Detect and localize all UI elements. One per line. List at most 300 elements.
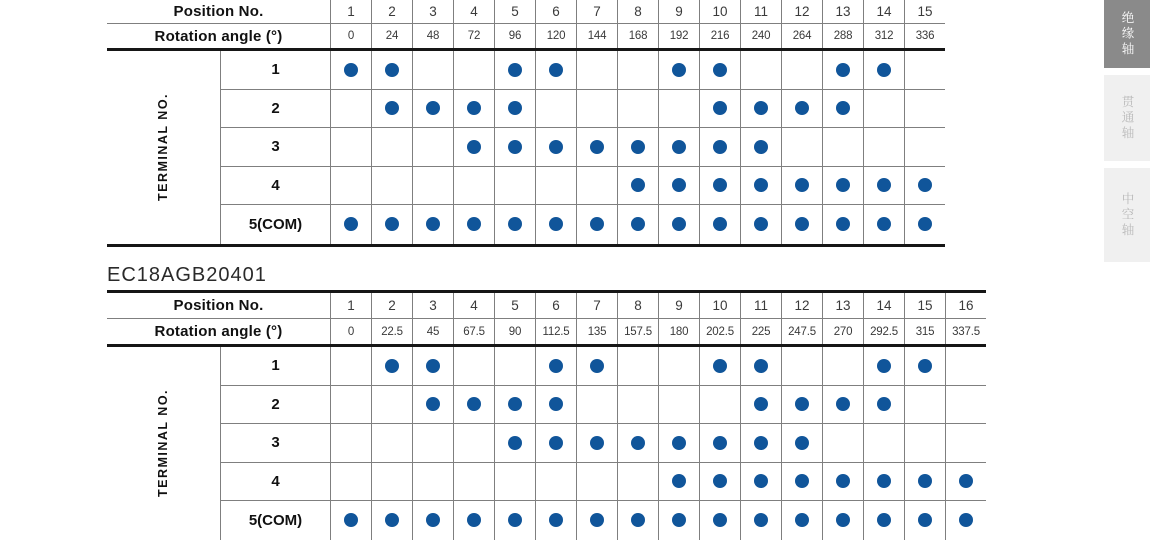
contact-cell — [904, 463, 945, 501]
contact-cell — [617, 167, 658, 205]
terminal-label: 1 — [220, 347, 330, 385]
contact-cell — [699, 424, 740, 462]
contact-cell — [412, 90, 453, 128]
contact-dot — [549, 63, 563, 77]
terminal-rows — [220, 347, 986, 540]
contact-dot — [713, 474, 727, 488]
contact-cell — [371, 205, 412, 244]
angle-cell: 336 — [904, 24, 945, 48]
contact-cell — [740, 128, 781, 166]
contact-cell — [658, 347, 699, 385]
contact-cell — [617, 128, 658, 166]
angle-cell: 180 — [658, 319, 699, 344]
contact-dot — [426, 359, 440, 373]
contact-dot — [836, 474, 850, 488]
terminal-row — [220, 128, 945, 167]
terminal-no-text: TERMINAL NO. — [156, 389, 171, 498]
contact-cell — [781, 424, 822, 462]
contact-cell — [535, 205, 576, 244]
contact-cell — [699, 205, 740, 244]
angle-cell: 45 — [412, 319, 453, 344]
contact-dot — [877, 178, 891, 192]
contact-cell — [371, 347, 412, 385]
contact-cell — [699, 128, 740, 166]
contact-cell — [740, 463, 781, 501]
angle-cell: 22.5 — [371, 319, 412, 344]
position-cell: 5 — [494, 0, 535, 23]
contact-cell — [822, 501, 863, 540]
angle-cell: 312 — [863, 24, 904, 48]
angle-cell: 67.5 — [453, 319, 494, 344]
position-cell: 12 — [781, 293, 822, 318]
contact-dot — [795, 436, 809, 450]
contact-dot — [549, 217, 563, 231]
contact-cell — [781, 51, 822, 89]
contact-cell — [535, 386, 576, 424]
contact-dot — [754, 359, 768, 373]
contact-cell — [576, 424, 617, 462]
contact-cell — [863, 128, 904, 166]
contact-dot — [754, 513, 768, 527]
contact-cell — [330, 51, 371, 89]
angle-cell: 225 — [740, 319, 781, 344]
contact-cell — [535, 128, 576, 166]
contact-dot — [549, 513, 563, 527]
contact-dot — [426, 101, 440, 115]
tab-insulated-shaft[interactable] — [1104, 0, 1150, 68]
contact-dot — [754, 217, 768, 231]
contact-dot — [385, 217, 399, 231]
contact-dot — [590, 359, 604, 373]
angle-cell: 120 — [535, 24, 576, 48]
contact-dot — [631, 217, 645, 231]
contact-cell — [371, 90, 412, 128]
contact-dot — [672, 217, 686, 231]
contact-dot — [344, 513, 358, 527]
contact-cell — [822, 424, 863, 462]
contact-cell — [453, 347, 494, 385]
terminal-label: 4 — [220, 463, 330, 501]
rotation-header: Rotation angle (°) — [154, 27, 283, 45]
angle-cell: 112.5 — [535, 319, 576, 344]
contact-cell — [617, 424, 658, 462]
contact-cell — [371, 386, 412, 424]
contact-dot — [713, 217, 727, 231]
contact-dot — [836, 101, 850, 115]
contact-cell — [945, 424, 986, 462]
contact-cell — [576, 128, 617, 166]
contact-cell — [658, 51, 699, 89]
contact-cell — [330, 424, 371, 462]
terminal-label: 2 — [220, 90, 330, 128]
contact-cell — [699, 90, 740, 128]
contact-dot — [713, 63, 727, 77]
position-cell: 6 — [535, 293, 576, 318]
contact-dot — [672, 436, 686, 450]
angle-cell: 0 — [330, 319, 371, 344]
contact-dot — [631, 140, 645, 154]
contact-dot — [508, 217, 522, 231]
contact-cell — [822, 386, 863, 424]
contact-cell — [494, 463, 535, 501]
contact-cell — [494, 386, 535, 424]
contact-cell — [658, 205, 699, 244]
terminal-row — [220, 424, 986, 463]
contact-dot — [713, 178, 727, 192]
position-header: Position No. — [173, 297, 264, 314]
angle-cell: 96 — [494, 24, 535, 48]
contact-dot — [754, 101, 768, 115]
contact-cell — [904, 51, 945, 89]
angle-cell: 168 — [617, 24, 658, 48]
contact-dot — [549, 359, 563, 373]
terminal-row — [220, 51, 945, 90]
position-cell: 7 — [576, 293, 617, 318]
angle-cell: 157.5 — [617, 319, 658, 344]
terminal-label: 5(COM) — [220, 205, 330, 244]
terminal-label: 2 — [220, 386, 330, 424]
contact-dot — [508, 63, 522, 77]
contact-dot — [385, 63, 399, 77]
contact-cell — [904, 347, 945, 385]
contact-cell — [576, 205, 617, 244]
contact-cell — [494, 128, 535, 166]
angle-cells — [330, 319, 986, 344]
terminal-label: 3 — [220, 128, 330, 166]
terminal-row — [220, 347, 986, 386]
angle-cell: 270 — [822, 319, 863, 344]
contact-dot — [672, 63, 686, 77]
contact-cell — [535, 90, 576, 128]
contact-dot — [467, 513, 481, 527]
angle-cell: 48 — [412, 24, 453, 48]
contact-cell — [535, 347, 576, 385]
model-number-title: EC18AGB20401 — [107, 264, 267, 286]
contact-cell — [576, 90, 617, 128]
contact-cell — [371, 128, 412, 166]
angle-cell: 202.5 — [699, 319, 740, 344]
position-row — [107, 0, 945, 24]
contact-dot — [713, 140, 727, 154]
contact-cell — [781, 463, 822, 501]
contact-cell — [453, 463, 494, 501]
contact-dot — [713, 436, 727, 450]
contact-cell — [945, 463, 986, 501]
position-cell: 2 — [371, 293, 412, 318]
contact-cell — [822, 128, 863, 166]
angle-cell: 144 — [576, 24, 617, 48]
contact-dot — [918, 474, 932, 488]
angle-cell: 247.5 — [781, 319, 822, 344]
position-cell: 13 — [822, 293, 863, 318]
contact-dot — [672, 474, 686, 488]
position-cell: 10 — [699, 0, 740, 23]
contact-dot — [508, 140, 522, 154]
contact-cell — [822, 205, 863, 244]
contact-cell — [740, 205, 781, 244]
contact-cell — [822, 90, 863, 128]
angle-cell: 288 — [822, 24, 863, 48]
contact-cell — [740, 424, 781, 462]
terminal-label: 3 — [220, 424, 330, 462]
tab-insulated-shaft-label: 绝缘轴 — [1120, 10, 1135, 58]
terminal-row — [220, 386, 986, 425]
contact-cell — [371, 501, 412, 540]
contact-cell — [781, 501, 822, 540]
contact-cell — [904, 90, 945, 128]
contact-dot — [836, 178, 850, 192]
contact-cell — [617, 51, 658, 89]
tab-hollow-shaft-label: 中空轴 — [1120, 191, 1135, 239]
contact-dot — [508, 436, 522, 450]
position-cell: 8 — [617, 293, 658, 318]
contact-cell — [740, 501, 781, 540]
contact-cell — [781, 167, 822, 205]
contact-dot — [426, 217, 440, 231]
angle-cells — [330, 24, 945, 48]
contact-cell — [658, 463, 699, 501]
contact-cell — [412, 386, 453, 424]
contact-cell — [658, 90, 699, 128]
contact-dot — [877, 513, 891, 527]
contact-dot — [713, 101, 727, 115]
contact-dot — [836, 397, 850, 411]
contact-cell — [904, 167, 945, 205]
contact-dot — [672, 513, 686, 527]
contact-cell — [576, 463, 617, 501]
position-cells — [330, 0, 945, 23]
contact-cell — [494, 51, 535, 89]
contact-dot — [549, 397, 563, 411]
position-cell: 12 — [781, 0, 822, 23]
contact-cell — [658, 501, 699, 540]
contact-cell — [494, 205, 535, 244]
terminal-row — [220, 463, 986, 502]
angle-cell: 24 — [371, 24, 412, 48]
contact-cell — [781, 347, 822, 385]
contact-cell — [822, 347, 863, 385]
contact-cell — [699, 463, 740, 501]
contact-dot — [959, 474, 973, 488]
contact-cell — [904, 386, 945, 424]
contact-dot — [344, 63, 358, 77]
contact-cell — [863, 386, 904, 424]
contact-cell — [863, 90, 904, 128]
contact-cell — [617, 347, 658, 385]
contact-dot — [877, 474, 891, 488]
contact-cell — [494, 347, 535, 385]
contact-cell — [576, 386, 617, 424]
contact-dot — [754, 436, 768, 450]
terminal-label: 1 — [220, 51, 330, 89]
contact-cell — [945, 386, 986, 424]
contact-cell — [371, 51, 412, 89]
contact-cell — [863, 51, 904, 89]
position-cell: 14 — [863, 0, 904, 23]
contact-cell — [740, 51, 781, 89]
contact-dot — [385, 513, 399, 527]
position-cell: 13 — [822, 0, 863, 23]
contact-dot — [508, 397, 522, 411]
contact-dot — [795, 513, 809, 527]
contact-dot — [467, 101, 481, 115]
contact-cell — [330, 167, 371, 205]
contact-dot — [877, 397, 891, 411]
contact-dot — [590, 217, 604, 231]
contact-cell — [863, 501, 904, 540]
contact-cell — [453, 424, 494, 462]
contact-dot — [918, 178, 932, 192]
position-cell: 6 — [535, 0, 576, 23]
contact-cell — [904, 424, 945, 462]
terminal-no-label — [107, 347, 220, 540]
position-cell: 11 — [740, 0, 781, 23]
contact-cell — [863, 424, 904, 462]
contact-cell — [371, 167, 412, 205]
contact-cell — [617, 463, 658, 501]
contact-cell — [494, 501, 535, 540]
contact-dot — [795, 474, 809, 488]
contact-cell — [658, 167, 699, 205]
contact-dot — [959, 513, 973, 527]
contact-cell — [904, 128, 945, 166]
contact-dot — [836, 217, 850, 231]
contact-cell — [576, 51, 617, 89]
terminal-rows — [220, 51, 945, 244]
contact-dot — [754, 178, 768, 192]
contact-cell — [412, 167, 453, 205]
contact-dot — [877, 217, 891, 231]
contact-dot — [590, 513, 604, 527]
tab-through-shaft[interactable] — [1104, 75, 1150, 161]
terminal-no-label — [107, 51, 220, 244]
position-cell: 15 — [904, 0, 945, 23]
tab-hollow-shaft[interactable] — [1104, 168, 1150, 262]
contact-cell — [535, 501, 576, 540]
contact-cell — [576, 501, 617, 540]
contact-cell — [658, 128, 699, 166]
contact-cell — [781, 205, 822, 244]
contact-cell — [412, 501, 453, 540]
connection-table-2 — [107, 290, 986, 540]
contact-dot — [836, 63, 850, 77]
position-cell: 2 — [371, 0, 412, 23]
contact-cell — [945, 347, 986, 385]
position-cell: 1 — [330, 293, 371, 318]
contact-cell — [494, 167, 535, 205]
contact-cell — [330, 128, 371, 166]
contact-cell — [453, 128, 494, 166]
contact-dot — [713, 359, 727, 373]
contact-dot — [713, 513, 727, 527]
contact-cell — [617, 205, 658, 244]
contact-dot — [754, 140, 768, 154]
terminal-row — [220, 167, 945, 206]
contact-cell — [330, 347, 371, 385]
angle-cell: 72 — [453, 24, 494, 48]
contact-dot — [549, 140, 563, 154]
contact-dot — [918, 217, 932, 231]
terminal-row — [220, 501, 986, 540]
position-cell: 4 — [453, 0, 494, 23]
contact-cell — [863, 463, 904, 501]
angle-cell: 90 — [494, 319, 535, 344]
contact-cell — [781, 90, 822, 128]
contact-dot — [795, 101, 809, 115]
contact-cell — [617, 501, 658, 540]
contact-dot — [385, 359, 399, 373]
contact-dot — [795, 397, 809, 411]
angle-cell: 240 — [740, 24, 781, 48]
position-cell: 11 — [740, 293, 781, 318]
contact-cell — [822, 463, 863, 501]
contact-cell — [699, 167, 740, 205]
contact-cell — [330, 463, 371, 501]
position-cell: 8 — [617, 0, 658, 23]
position-cells — [330, 293, 986, 318]
terminal-no-text: TERMINAL NO. — [156, 93, 171, 202]
contact-dot — [631, 513, 645, 527]
rotation-row — [107, 319, 986, 347]
contact-cell — [617, 90, 658, 128]
contact-cell — [330, 90, 371, 128]
contact-cell — [412, 463, 453, 501]
contact-cell — [740, 167, 781, 205]
contact-dot — [754, 474, 768, 488]
contact-cell — [699, 347, 740, 385]
contact-dot — [467, 217, 481, 231]
contact-cell — [576, 347, 617, 385]
contact-dot — [795, 217, 809, 231]
contact-dot — [795, 178, 809, 192]
angle-cell: 135 — [576, 319, 617, 344]
contact-cell — [863, 167, 904, 205]
position-cell: 10 — [699, 293, 740, 318]
contact-dot — [631, 436, 645, 450]
contact-cell — [330, 386, 371, 424]
position-cell: 3 — [412, 0, 453, 23]
contact-dot — [467, 397, 481, 411]
contact-cell — [535, 424, 576, 462]
position-cell: 7 — [576, 0, 617, 23]
contact-cell — [781, 386, 822, 424]
contact-dot — [631, 178, 645, 192]
position-header: Position No. — [173, 3, 264, 20]
angle-cell: 315 — [904, 319, 945, 344]
contact-cell — [453, 90, 494, 128]
contact-cell — [699, 386, 740, 424]
connection-table-1 — [107, 0, 945, 247]
contact-dot — [877, 63, 891, 77]
contact-dot — [508, 101, 522, 115]
angle-cell: 337.5 — [945, 319, 986, 344]
contact-cell — [699, 501, 740, 540]
contact-cell — [945, 501, 986, 540]
contact-cell — [576, 167, 617, 205]
contact-cell — [740, 347, 781, 385]
position-cell: 3 — [412, 293, 453, 318]
contact-cell — [330, 501, 371, 540]
contact-cell — [699, 51, 740, 89]
terminal-label: 4 — [220, 167, 330, 205]
contact-cell — [863, 347, 904, 385]
contact-dot — [426, 397, 440, 411]
contact-cell — [494, 90, 535, 128]
contact-cell — [412, 51, 453, 89]
terminal-row — [220, 205, 945, 244]
angle-cell: 0 — [330, 24, 371, 48]
angle-cell: 264 — [781, 24, 822, 48]
